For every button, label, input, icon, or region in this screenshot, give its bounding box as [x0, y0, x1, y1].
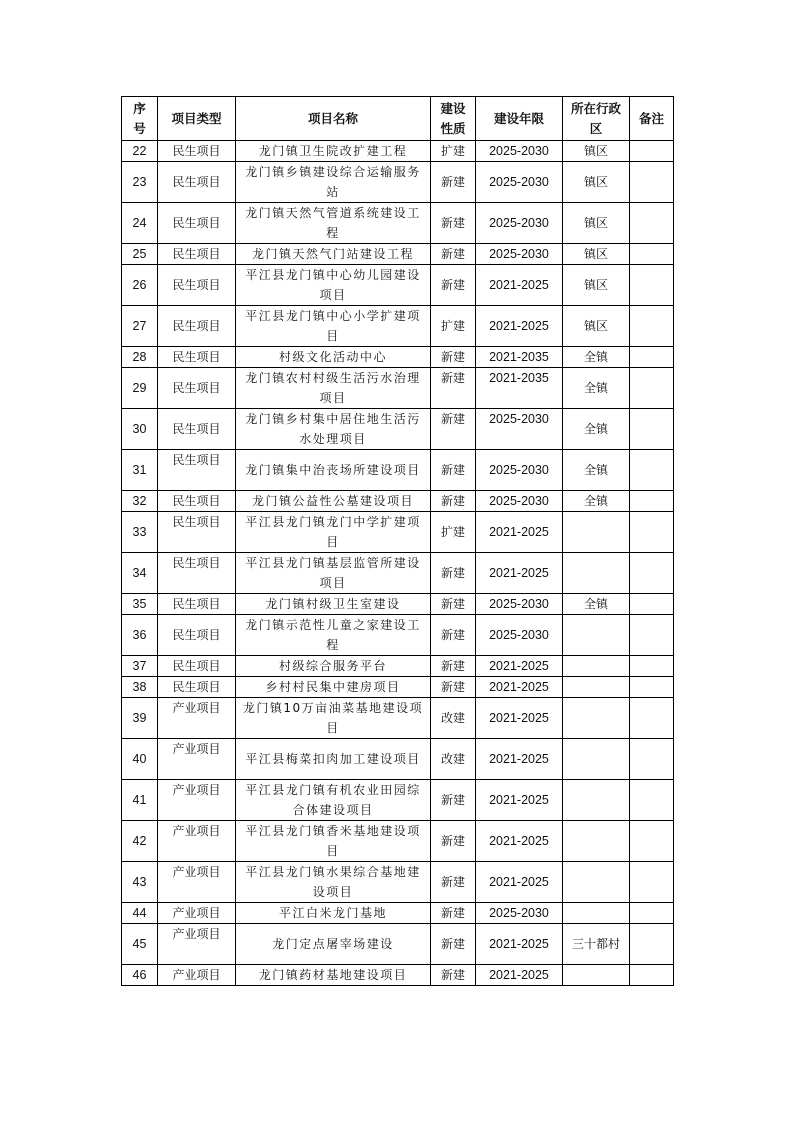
cell-remark [630, 677, 674, 698]
cell-name: 平江县梅菜扣肉加工建设项目 [236, 739, 431, 780]
cell-region: 全镇 [563, 450, 630, 491]
cell-region: 全镇 [563, 347, 630, 368]
cell-remark [630, 141, 674, 162]
cell-region: 全镇 [563, 409, 630, 450]
cell-type: 民生项目 [158, 306, 236, 347]
cell-type: 民生项目 [158, 656, 236, 677]
table-row [122, 512, 674, 553]
cell-name: 龙门镇药材基地建设项目 [236, 965, 431, 986]
cell-remark [630, 615, 674, 656]
cell-name: 龙门镇10万亩油菜基地建设项目 [236, 698, 431, 739]
table-row [122, 677, 674, 698]
table-row [122, 739, 674, 780]
cell-name: 平江白米龙门基地 [236, 903, 431, 924]
cell-type: 民生项目 [158, 553, 236, 594]
cell-years: 2021-2025 [476, 965, 563, 986]
cell-name: 平江县龙门镇水果综合基地建设项目 [236, 862, 431, 903]
cell-remark [630, 553, 674, 594]
cell-years: 2021-2025 [476, 306, 563, 347]
cell-remark [630, 512, 674, 553]
cell-nature: 新建 [431, 965, 476, 986]
cell-remark [630, 450, 674, 491]
cell-remark [630, 306, 674, 347]
cell-type: 民生项目 [158, 244, 236, 265]
cell-nature: 新建 [431, 347, 476, 368]
cell-years: 2025-2030 [476, 244, 563, 265]
cell-years: 2021-2025 [476, 821, 563, 862]
cell-no: 35 [122, 594, 158, 615]
cell-years: 2025-2030 [476, 141, 563, 162]
cell-years: 2025-2030 [476, 409, 563, 450]
cell-years: 2025-2030 [476, 594, 563, 615]
table-row [122, 656, 674, 677]
cell-no: 30 [122, 409, 158, 450]
cell-no: 39 [122, 698, 158, 739]
cell-type: 民生项目 [158, 491, 236, 512]
cell-years: 2021-2035 [476, 347, 563, 368]
table-row [122, 903, 674, 924]
cell-type: 民生项目 [158, 368, 236, 409]
cell-region [563, 656, 630, 677]
header-nature: 建设性质 [431, 97, 476, 141]
cell-nature: 新建 [431, 450, 476, 491]
cell-years: 2025-2030 [476, 162, 563, 203]
cell-region [563, 698, 630, 739]
cell-years: 2021-2025 [476, 924, 563, 965]
cell-region [563, 965, 630, 986]
cell-type: 产业项目 [158, 821, 236, 862]
cell-name: 龙门镇天然气门站建设工程 [236, 244, 431, 265]
table-row [122, 924, 674, 965]
header-type: 项目类型 [158, 97, 236, 141]
cell-nature: 新建 [431, 821, 476, 862]
cell-type: 产业项目 [158, 739, 236, 780]
cell-years: 2021-2025 [476, 739, 563, 780]
cell-years: 2025-2030 [476, 450, 563, 491]
cell-nature: 新建 [431, 409, 476, 450]
cell-nature: 扩建 [431, 306, 476, 347]
header-no: 序号 [122, 97, 158, 141]
cell-name: 乡村村民集中建房项目 [236, 677, 431, 698]
cell-type: 产业项目 [158, 780, 236, 821]
cell-remark [630, 265, 674, 306]
cell-no: 37 [122, 656, 158, 677]
table-row [122, 244, 674, 265]
cell-remark [630, 924, 674, 965]
cell-type: 民生项目 [158, 203, 236, 244]
table-row [122, 306, 674, 347]
cell-years: 2021-2025 [476, 553, 563, 594]
cell-region [563, 512, 630, 553]
table-row [122, 265, 674, 306]
cell-name: 龙门镇卫生院改扩建工程 [236, 141, 431, 162]
cell-years: 2021-2025 [476, 862, 563, 903]
cell-nature: 改建 [431, 698, 476, 739]
cell-no: 24 [122, 203, 158, 244]
table-row [122, 409, 674, 450]
cell-no: 36 [122, 615, 158, 656]
cell-name: 龙门定点屠宰场建设 [236, 924, 431, 965]
cell-remark [630, 862, 674, 903]
cell-name: 平江县龙门镇龙门中学扩建项目 [236, 512, 431, 553]
table-row [122, 594, 674, 615]
cell-region [563, 739, 630, 780]
cell-years: 2025-2030 [476, 903, 563, 924]
cell-name: 平江县龙门镇有机农业田园综合体建设项目 [236, 780, 431, 821]
header-region: 所在行政区 [563, 97, 630, 141]
cell-type: 民生项目 [158, 347, 236, 368]
cell-name: 龙门镇公益性公墓建设项目 [236, 491, 431, 512]
cell-years: 2021-2035 [476, 368, 563, 409]
cell-region: 镇区 [563, 203, 630, 244]
table-header-row [122, 97, 674, 141]
cell-region: 全镇 [563, 368, 630, 409]
table-row [122, 553, 674, 594]
cell-name: 村级综合服务平台 [236, 656, 431, 677]
cell-region: 镇区 [563, 265, 630, 306]
table-row [122, 862, 674, 903]
cell-no: 38 [122, 677, 158, 698]
table-row [122, 141, 674, 162]
cell-no: 31 [122, 450, 158, 491]
cell-nature: 新建 [431, 615, 476, 656]
project-table [121, 96, 674, 986]
cell-remark [630, 780, 674, 821]
table-row [122, 780, 674, 821]
header-remark: 备注 [630, 97, 674, 141]
cell-region [563, 903, 630, 924]
cell-remark [630, 368, 674, 409]
cell-no: 44 [122, 903, 158, 924]
cell-name: 龙门镇集中治丧场所建设项目 [236, 450, 431, 491]
cell-remark [630, 203, 674, 244]
table-row [122, 965, 674, 986]
cell-years: 2025-2030 [476, 491, 563, 512]
cell-remark [630, 491, 674, 512]
cell-type: 民生项目 [158, 512, 236, 553]
cell-nature: 新建 [431, 244, 476, 265]
cell-region: 三十都村 [563, 924, 630, 965]
cell-no: 45 [122, 924, 158, 965]
cell-region [563, 677, 630, 698]
cell-name: 平江县龙门镇中心幼儿园建设项目 [236, 265, 431, 306]
cell-region: 镇区 [563, 306, 630, 347]
cell-name: 平江县龙门镇中心小学扩建项目 [236, 306, 431, 347]
cell-nature: 扩建 [431, 512, 476, 553]
header-name: 项目名称 [236, 97, 431, 141]
cell-remark [630, 698, 674, 739]
table-row [122, 162, 674, 203]
cell-type: 民生项目 [158, 615, 236, 656]
cell-no: 25 [122, 244, 158, 265]
cell-name: 龙门镇村级卫生室建设 [236, 594, 431, 615]
cell-no: 22 [122, 141, 158, 162]
header-years: 建设年限 [476, 97, 563, 141]
cell-region [563, 553, 630, 594]
cell-nature: 新建 [431, 656, 476, 677]
cell-region [563, 780, 630, 821]
cell-no: 33 [122, 512, 158, 553]
cell-name: 平江县龙门镇基层监管所建设项目 [236, 553, 431, 594]
cell-nature: 新建 [431, 491, 476, 512]
cell-region [563, 821, 630, 862]
cell-region [563, 862, 630, 903]
cell-name: 平江县龙门镇香米基地建设项目 [236, 821, 431, 862]
cell-no: 43 [122, 862, 158, 903]
cell-type: 产业项目 [158, 903, 236, 924]
cell-no: 28 [122, 347, 158, 368]
cell-years: 2021-2025 [476, 677, 563, 698]
cell-nature: 新建 [431, 265, 476, 306]
cell-region: 镇区 [563, 141, 630, 162]
cell-name: 龙门镇天然气管道系统建设工程 [236, 203, 431, 244]
cell-region: 镇区 [563, 244, 630, 265]
cell-remark [630, 347, 674, 368]
table-row [122, 450, 674, 491]
cell-no: 26 [122, 265, 158, 306]
cell-remark [630, 162, 674, 203]
cell-nature: 新建 [431, 903, 476, 924]
cell-nature: 新建 [431, 780, 476, 821]
cell-type: 产业项目 [158, 862, 236, 903]
cell-no: 34 [122, 553, 158, 594]
cell-nature: 新建 [431, 368, 476, 409]
cell-name: 龙门镇农村村级生活污水治理项目 [236, 368, 431, 409]
cell-remark [630, 821, 674, 862]
cell-type: 民生项目 [158, 677, 236, 698]
cell-name: 村级文化活动中心 [236, 347, 431, 368]
cell-years: 2021-2025 [476, 512, 563, 553]
cell-nature: 扩建 [431, 141, 476, 162]
cell-type: 产业项目 [158, 965, 236, 986]
cell-type: 民生项目 [158, 265, 236, 306]
cell-nature: 新建 [431, 162, 476, 203]
cell-nature: 新建 [431, 594, 476, 615]
cell-nature: 新建 [431, 862, 476, 903]
cell-no: 41 [122, 780, 158, 821]
cell-type: 产业项目 [158, 698, 236, 739]
cell-no: 32 [122, 491, 158, 512]
cell-years: 2021-2025 [476, 698, 563, 739]
cell-no: 27 [122, 306, 158, 347]
cell-remark [630, 656, 674, 677]
cell-nature: 新建 [431, 677, 476, 698]
cell-region [563, 615, 630, 656]
cell-years: 2021-2025 [476, 265, 563, 306]
cell-remark [630, 244, 674, 265]
cell-type: 民生项目 [158, 594, 236, 615]
cell-remark [630, 903, 674, 924]
cell-type: 产业项目 [158, 924, 236, 965]
cell-remark [630, 965, 674, 986]
cell-name: 龙门镇示范性儿童之家建设工程 [236, 615, 431, 656]
cell-years: 2025-2030 [476, 203, 563, 244]
cell-no: 23 [122, 162, 158, 203]
table-row [122, 491, 674, 512]
cell-nature: 新建 [431, 924, 476, 965]
table-row [122, 347, 674, 368]
table-row [122, 203, 674, 244]
cell-region: 全镇 [563, 491, 630, 512]
cell-no: 40 [122, 739, 158, 780]
cell-remark [630, 739, 674, 780]
cell-nature: 新建 [431, 203, 476, 244]
cell-type: 民生项目 [158, 409, 236, 450]
cell-nature: 新建 [431, 553, 476, 594]
cell-type: 民生项目 [158, 162, 236, 203]
cell-region: 镇区 [563, 162, 630, 203]
table-row [122, 821, 674, 862]
table-row [122, 698, 674, 739]
table-body [122, 141, 674, 986]
cell-name: 龙门镇乡村集中居住地生活污水处理项目 [236, 409, 431, 450]
cell-region: 全镇 [563, 594, 630, 615]
cell-years: 2025-2030 [476, 615, 563, 656]
cell-type: 民生项目 [158, 450, 236, 491]
cell-remark [630, 409, 674, 450]
cell-no: 46 [122, 965, 158, 986]
cell-type: 民生项目 [158, 141, 236, 162]
cell-name: 龙门镇乡镇建设综合运输服务站 [236, 162, 431, 203]
cell-remark [630, 594, 674, 615]
cell-no: 29 [122, 368, 158, 409]
cell-no: 42 [122, 821, 158, 862]
cell-years: 2021-2025 [476, 656, 563, 677]
cell-years: 2021-2025 [476, 780, 563, 821]
table-row [122, 615, 674, 656]
table-row [122, 368, 674, 409]
cell-nature: 改建 [431, 739, 476, 780]
